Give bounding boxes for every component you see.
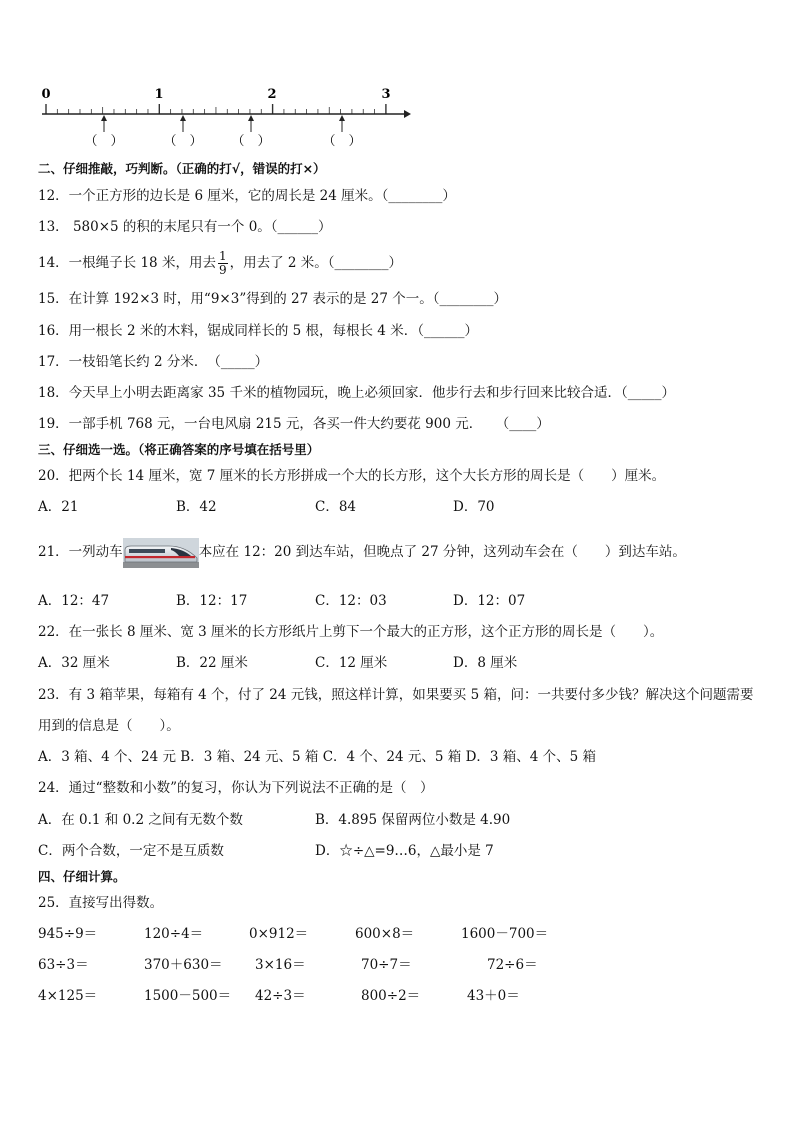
- question-23-line-2: 用到的信息是（ ）。: [38, 718, 180, 734]
- ruler-blank-3[interactable]: （ ）: [231, 134, 271, 149]
- calc-item[interactable]: 800÷2＝: [361, 988, 421, 1004]
- question-21-pre: 21．一列动车: [38, 544, 123, 560]
- question-17: 17．一枝铅笔长约 2 分米． （_____）: [38, 354, 269, 370]
- q24-option-c[interactable]: C．两个合数，一定不是互质数: [38, 843, 224, 859]
- fraction-denominator: 9: [218, 263, 227, 277]
- ruler-arrow-4: [339, 115, 345, 132]
- q24-option-a[interactable]: A．在 0.1 和 0.2 之间有无数个数: [38, 812, 243, 828]
- q23-options[interactable]: A．3 箱、4 个、24 元 B．3 箱、24 元、5 箱 C．4 个、24 元、5 箱 D．3 箱、4 个、5 箱: [38, 749, 597, 765]
- question-12: 12．一个正方形的边长是 6 厘米，它的周长是 24 厘米。（________）: [38, 188, 456, 204]
- ruler-arrow-2: [180, 115, 186, 132]
- calc-item[interactable]: 72÷6＝: [487, 957, 538, 973]
- q21-option-d[interactable]: D．12：07: [453, 593, 526, 609]
- question-15: 15．在计算 192×3 时，用“9×3”得到的 27 表示的是 27 个一。（________）: [38, 291, 507, 307]
- question-21: [38, 530, 686, 574]
- ruler-label-3: 3: [381, 87, 391, 102]
- number-line: [38, 84, 418, 158]
- question-18: 18．今天早上小明去距离家 35 千米的植物园玩，晚上必须回家．他步行去和步行回来比较合适．（_____）: [38, 385, 675, 401]
- calc-item[interactable]: 70÷7＝: [361, 957, 412, 973]
- calc-item[interactable]: 4×125＝: [38, 988, 98, 1004]
- q22-option-a[interactable]: A．32 厘米: [38, 655, 110, 671]
- question-14-pre: 14．一根绳子长 18 米，用去: [38, 255, 216, 271]
- ruler-label-0: 0: [41, 87, 51, 102]
- section-4-title: 四、仔细计算。: [38, 869, 126, 884]
- q22-option-d[interactable]: D．8 厘米: [453, 655, 518, 671]
- calc-item[interactable]: 0×912＝: [249, 926, 309, 942]
- number-line-arrowhead: [404, 110, 411, 118]
- q22-option-c[interactable]: C．12 厘米: [315, 655, 388, 671]
- q21-option-c[interactable]: C．12：03: [315, 593, 387, 609]
- question-13: 13． 580×5 的积的末尾只有一个 0。（______）: [38, 219, 332, 235]
- section-3-title: 三、仔细选一选。（将正确答案的序号填在括号里）: [38, 442, 320, 457]
- question-20: 20．把两个长 14 厘米，宽 7 厘米的长方形拼成一个大的长方形，这个大长方形的周长是（ ）厘米。: [38, 468, 666, 484]
- ruler-blank-2[interactable]: （ ）: [163, 134, 203, 149]
- q20-option-a[interactable]: A．21: [38, 499, 79, 515]
- question-21-post: 本应在 12：20 到达车站，但晚点了 27 分钟，这列动车会在（ ）到达车站。: [198, 544, 686, 560]
- calc-item[interactable]: 3×16＝: [255, 957, 306, 973]
- ruler-blank-1[interactable]: （ ）: [84, 134, 124, 149]
- q24-option-d[interactable]: D．☆÷△=9…6，△最小是 7: [315, 843, 494, 859]
- ruler-arrow-1: [101, 115, 107, 132]
- question-14: [38, 248, 402, 278]
- section-2-title: 二、仔细推敲，巧判断。（正确的打√，错误的打×）: [38, 161, 326, 176]
- ruler-arrow-3: [248, 115, 254, 132]
- high-speed-train-image: [123, 538, 199, 568]
- q20-option-c[interactable]: C．84: [315, 499, 357, 515]
- question-23-line-1: 23．有 3 箱苹果，每箱有 4 个，付了 24 元钱，照这样计算，如果要买 5 箱，问：一共要付多少钱？解决这个问题需要: [38, 687, 754, 703]
- q22-option-b[interactable]: B．22 厘米: [176, 655, 248, 671]
- calc-item[interactable]: 945÷9＝: [38, 926, 98, 942]
- question-19: 19．一部手机 768 元，一台电风扇 215 元，各买一件大约要花 900 元． （____）: [38, 416, 550, 432]
- calc-item[interactable]: 42÷3＝: [255, 988, 306, 1004]
- question-16: 16．用一根长 2 米的木料，锯成同样长的 5 根，每根长 4 米．（______）: [38, 323, 478, 339]
- calc-item[interactable]: 370＋630＝: [144, 957, 223, 973]
- question-24: 24．通过“整数和小数”的复习，你认为下列说法不正确的是（ ）: [38, 780, 434, 796]
- fraction-one-ninth: [218, 250, 228, 277]
- ruler-blank-4[interactable]: （ ）: [322, 134, 362, 149]
- calc-item[interactable]: 43＋0＝: [467, 988, 520, 1004]
- q21-option-a[interactable]: A．12：47: [38, 593, 110, 609]
- q20-option-b[interactable]: B．42: [176, 499, 217, 515]
- ruler-label-2: 2: [267, 87, 277, 102]
- q24-option-b[interactable]: B．4.895 保留两位小数是 4.90: [315, 812, 511, 828]
- calc-item[interactable]: 1500－500＝: [144, 988, 232, 1004]
- calc-item[interactable]: 600×8＝: [355, 926, 415, 942]
- question-14-post: ，用去了 2 米。（________）: [229, 255, 403, 271]
- number-line-svg: [38, 84, 418, 154]
- q21-option-b[interactable]: B．12：17: [176, 593, 248, 609]
- question-22: 22．在一张长 8 厘米、宽 3 厘米的长方形纸片上剪下一个最大的正方形，这个正方形的周长是（ ）。: [38, 624, 664, 640]
- ruler-label-1: 1: [154, 87, 164, 102]
- calc-item[interactable]: 120÷4＝: [144, 926, 204, 942]
- calc-item[interactable]: 1600－700＝: [461, 926, 549, 942]
- q20-option-d[interactable]: D．70: [453, 499, 495, 515]
- question-25: 25．直接写出得数。: [38, 895, 164, 911]
- fraction-numerator: 1: [218, 249, 227, 263]
- calc-item[interactable]: 63÷3＝: [38, 957, 89, 973]
